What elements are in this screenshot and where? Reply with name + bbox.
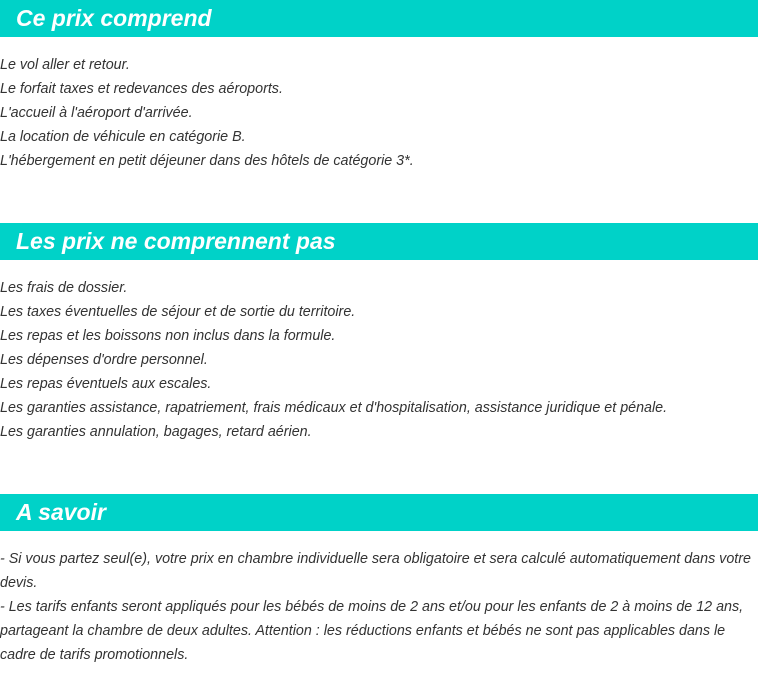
included-list <box>0 53 758 173</box>
good-to-know-title: A savoir <box>0 494 758 531</box>
not-included-title: Les prix ne comprennent pas <box>0 223 758 260</box>
list-item: La location de véhicule en catégorie B. <box>0 129 246 145</box>
not-included-list <box>0 276 758 444</box>
list-item: Les garanties annulation, bagages, retard aérien. <box>0 424 312 440</box>
list-item: - Les tarifs enfants seront appliqués pour les bébés de moins de 2 ans et/ou pour les enfants de 2 à moins de 12 ans, partageant la chambre de deux adultes. Attention : les réductions enfants et bébés ne sont pas applicables dans le cadre de tarifs promotionnels. <box>0 599 744 663</box>
list-item: Les repas et les boissons non inclus dans la formule. <box>0 328 336 344</box>
good-to-know-section <box>0 494 758 667</box>
list-item: Les garanties assistance, rapatriement, frais médicaux et d'hospitalisation, assistance juridique et pénale. <box>0 400 668 416</box>
good-to-know-list <box>0 547 758 667</box>
list-item: Les taxes éventuelles de séjour et de sortie du territoire. <box>0 304 356 320</box>
list-item: L'accueil à l'aéroport d'arrivée. <box>0 105 193 121</box>
included-section <box>0 0 758 173</box>
list-item: Le vol aller et retour. <box>0 57 130 73</box>
not-included-section <box>0 223 758 444</box>
included-title: Ce prix comprend <box>0 0 758 37</box>
list-item: Les dépenses d'ordre personnel. <box>0 352 208 368</box>
list-item: L'hébergement en petit déjeuner dans des hôtels de catégorie 3*. <box>0 153 414 169</box>
list-item: Les repas éventuels aux escales. <box>0 376 212 392</box>
list-item: - Si vous partez seul(e), votre prix en chambre individuelle sera obligatoire et sera calculé automatiquement dans votre devis. <box>0 551 751 591</box>
list-item: Les frais de dossier. <box>0 280 128 296</box>
list-item: Le forfait taxes et redevances des aéroports. <box>0 81 283 97</box>
